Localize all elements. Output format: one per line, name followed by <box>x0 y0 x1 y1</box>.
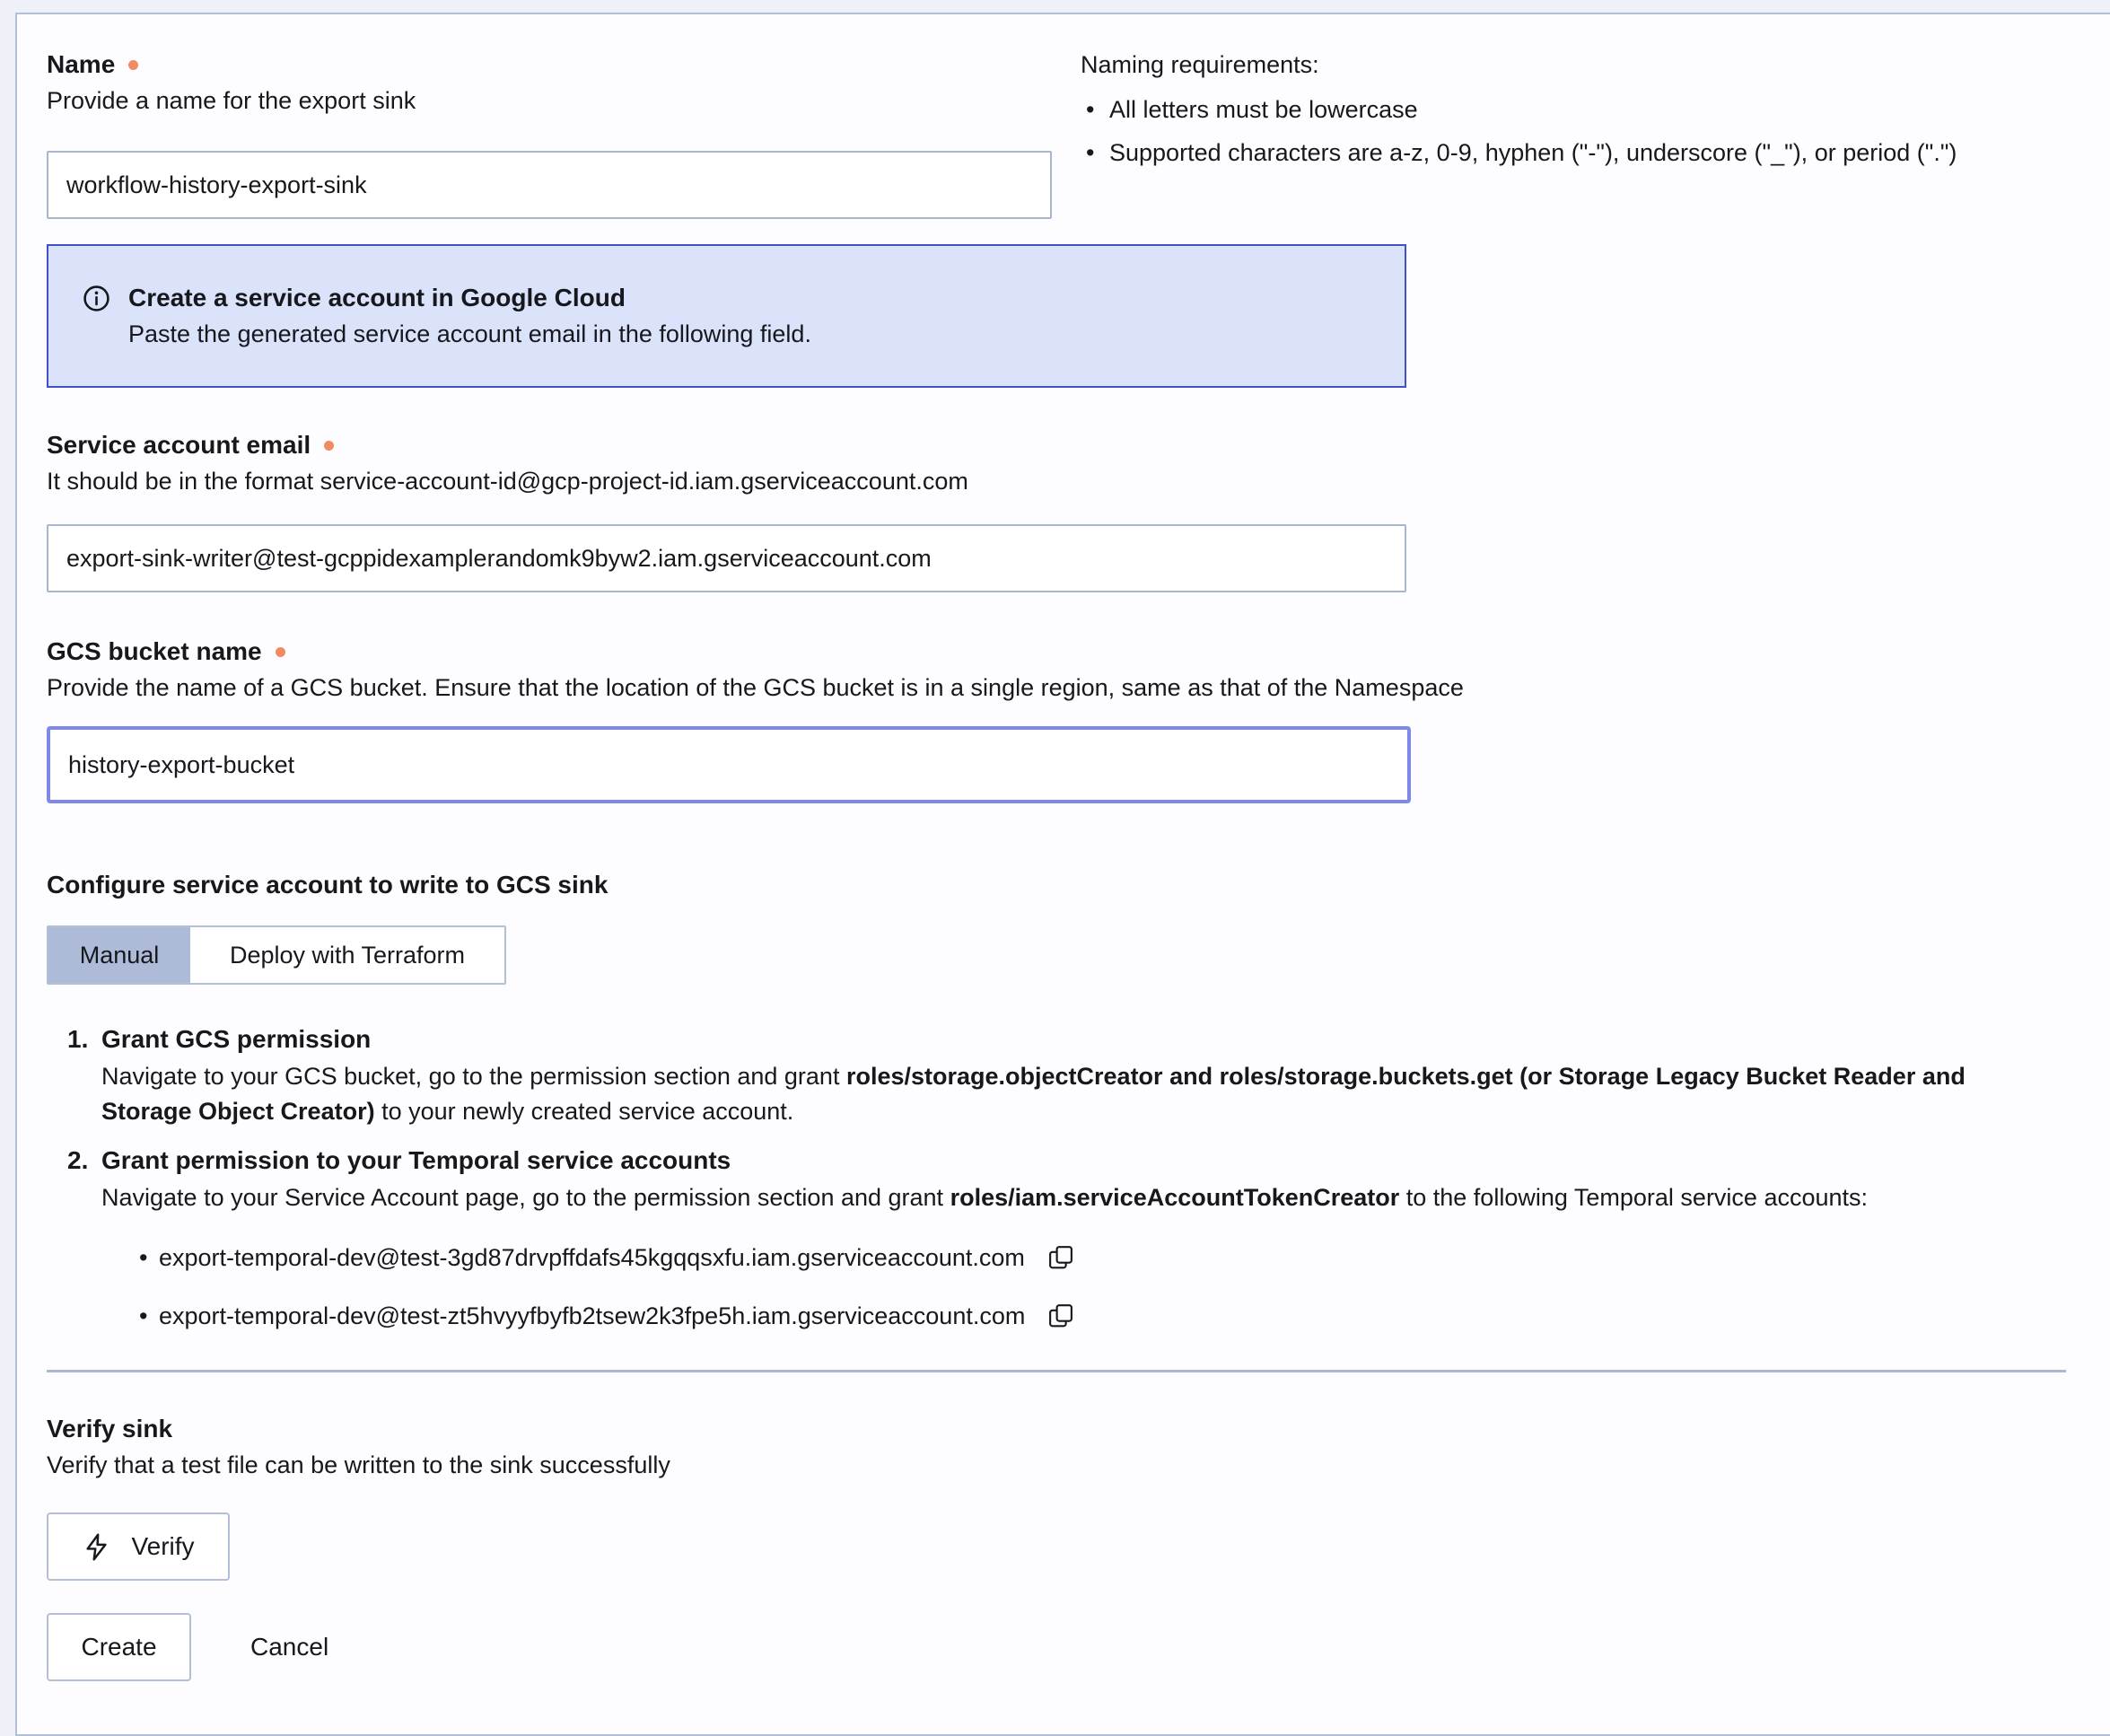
required-dot <box>276 647 285 657</box>
name-field-label: Name <box>47 50 116 78</box>
verify-sink-title: Verify sink <box>47 1415 173 1442</box>
cancel-button[interactable]: Cancel <box>250 1613 328 1681</box>
name-field-label-row <box>47 47 1081 83</box>
service-account-label-row <box>47 427 2066 463</box>
step-number: 2. <box>67 1146 89 1174</box>
service-account-description: It should be in the format service-account-id@gcp-project-id.iam.gserviceaccount.com <box>47 468 968 495</box>
step-title: Grant permission to your Temporal service accounts <box>101 1146 731 1174</box>
step-text: to your newly created service account. <box>374 1098 794 1125</box>
config-method-tabs <box>47 925 506 985</box>
temporal-service-account-row <box>139 1298 2066 1334</box>
gcs-bucket-name-input[interactable] <box>47 726 1411 803</box>
step-number: 1. <box>67 1025 89 1053</box>
naming-requirements-list <box>1081 92 2066 171</box>
copy-icon <box>1047 1302 1074 1330</box>
temporal-service-account-row <box>139 1240 2066 1276</box>
naming-requirement-item: • Supported characters are a-z, 0-9, hyphen ("-"), underscore ("_"), or period (".") <box>1081 135 2066 171</box>
lightning-bolt-icon <box>82 1532 111 1562</box>
create-button[interactable]: Create <box>47 1613 191 1681</box>
service-account-label: Service account email <box>47 431 311 459</box>
name-input[interactable] <box>47 151 1052 219</box>
verify-sink-description: Verify that a test file can be written to the sink successfully <box>47 1451 670 1478</box>
bullet: • <box>139 1302 148 1329</box>
required-dot <box>128 60 138 70</box>
step-text-bold: roles/iam.serviceAccountTokenCreator <box>950 1184 1400 1211</box>
required-dot <box>324 441 334 451</box>
verify-button[interactable] <box>47 1512 230 1581</box>
info-banner <box>47 244 1406 388</box>
form-footer <box>47 1613 2066 1681</box>
info-banner-title: Create a service account in Google Cloud <box>128 284 626 311</box>
step-instructions <box>101 1059 2055 1129</box>
temporal-service-account-email: export-temporal-dev@test-3gd87drvpffdafs45kgqqsxfu.iam.gserviceaccount.com <box>159 1244 1025 1271</box>
step-text: Navigate to your Service Account page, go to the permission section and grant <box>101 1184 950 1211</box>
section-divider <box>47 1370 2066 1372</box>
bucket-label: GCS bucket name <box>47 637 262 665</box>
info-icon <box>83 285 110 312</box>
step-grant-temporal-permission <box>47 1143 2066 1334</box>
configure-section-title: Configure service account to write to GCS sink <box>47 871 608 899</box>
temporal-service-account-email: export-temporal-dev@test-zt5hvyyfbyfb2tsew2k3fpe5h.iam.gserviceaccount.com <box>159 1302 1026 1329</box>
export-sink-form-panel <box>15 13 2110 1736</box>
bucket-label-row <box>47 634 2066 670</box>
tab-manual[interactable]: Manual <box>48 927 190 983</box>
step-instructions <box>101 1180 2055 1215</box>
tab-deploy-with-terraform[interactable]: Deploy with Terraform <box>190 927 504 983</box>
step-text: Navigate to your GCS bucket, go to the permission section and grant <box>101 1063 846 1090</box>
naming-requirements-title: Naming requirements: <box>1081 51 1319 78</box>
step-text-bold: roles/storage.objectCreator and roles/storage.buckets.get (or Storage Legacy Bucket Reader and Storage Object Creator) <box>101 1063 1966 1125</box>
service-account-email-input[interactable] <box>47 524 1406 592</box>
naming-requirement-item: • All letters must be lowercase <box>1081 92 2066 127</box>
info-banner-description: Paste the generated service account email in the following field. <box>128 320 811 347</box>
bullet: • <box>139 1244 148 1271</box>
step-grant-gcs-permission <box>47 1021 2066 1129</box>
copy-icon <box>1047 1243 1074 1272</box>
copy-icon-button[interactable] <box>1045 1298 1077 1334</box>
copy-icon-button[interactable] <box>1045 1240 1077 1276</box>
step-text: to the following Temporal service accounts: <box>1399 1184 1869 1211</box>
step-title: Grant GCS permission <box>101 1025 372 1053</box>
bucket-description: Provide the name of a GCS bucket. Ensure that the location of the GCS bucket is in a single region, same as that of the Namespace <box>47 674 1464 701</box>
name-section <box>47 47 2066 219</box>
name-field-description: Provide a name for the export sink <box>47 87 416 114</box>
verify-button-label: Verify <box>131 1532 195 1560</box>
